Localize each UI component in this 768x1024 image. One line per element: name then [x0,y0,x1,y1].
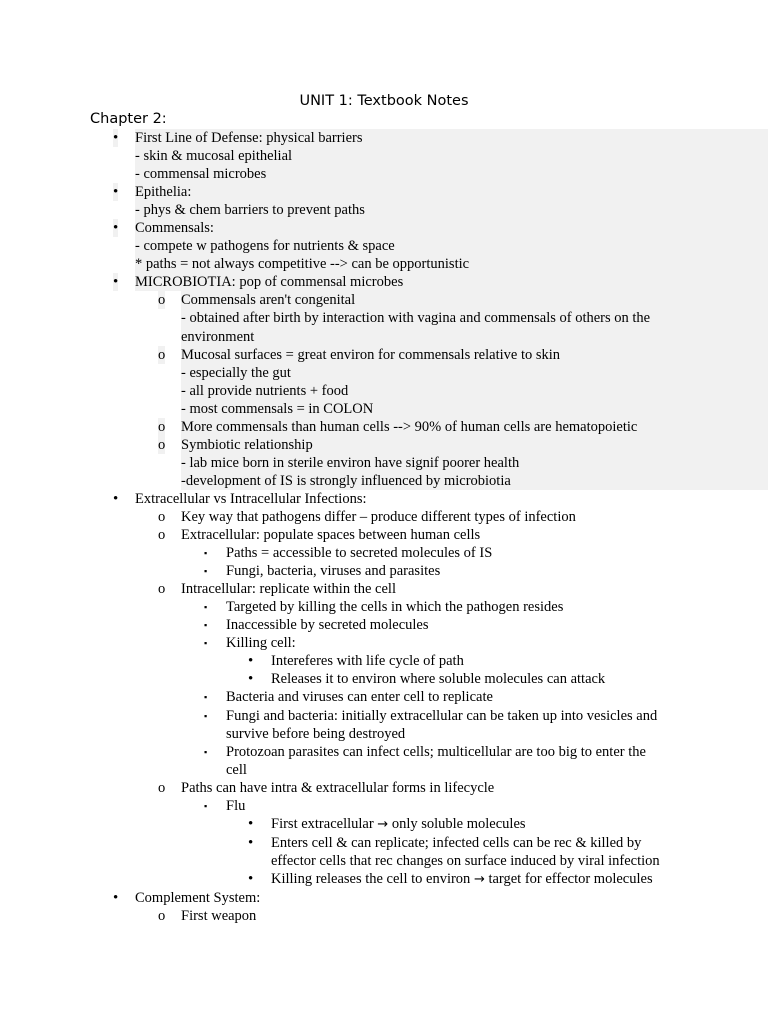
item-text: - lab mice born in sterile environ have signif poorer health [181,454,520,471]
circle-marker: o [158,436,166,453]
item-text: First Line of Defense: physical barriers [135,130,363,146]
square-marker: ▪ [204,620,208,631]
item-text: Commensals: [135,220,214,237]
list-item [0,598,768,616]
list-item [0,907,768,925]
square-marker: ▪ [204,746,208,757]
list-item [0,346,768,418]
item-text: Key way that pathogens differ – produce different types of infection [181,508,576,525]
item-text: Intereferes with life cycle of path [271,653,464,670]
list-item [0,526,768,544]
item-text: Commensals aren't congenital [181,292,356,309]
square-marker: ▪ [204,602,208,613]
bullet-marker: • [248,870,254,887]
list-item [0,219,768,273]
item-text: target for effector molecules [488,870,653,887]
item-text: Complement System: [135,889,261,906]
item-text: - compete w pathogens for nutrients & space [135,238,395,255]
item-text: Extracellular: populate spaces between human cells [181,527,481,544]
item-text: Releases it to environ where soluble molecules can attack [271,671,606,688]
list-item [0,183,768,219]
item-text: - especially the gut [181,364,291,381]
item-text: - obtained after birth by interaction with vagina and commensals of others on the [181,310,651,327]
list-item [0,652,768,670]
item-text: Fungi, bacteria, viruses and parasites [226,563,441,580]
list-item [0,616,768,634]
item-text: * paths = not always competitive --> can be opportunistic [135,256,470,273]
list-item [0,273,768,291]
list-item [0,291,768,345]
item-text: More commensals than human cells --> 90% of human cells are hematopoietic [181,418,638,435]
item-text: Killing cell: [226,635,296,652]
list-item [0,670,768,688]
list-item [0,562,768,580]
item-text: - most commensals = in COLON [181,400,374,417]
list-item [0,889,768,907]
circle-marker: o [158,418,166,435]
item-text: Fungi and bacteria: initially extracellular can be taken up into vesicles and [226,707,658,724]
square-marker: ▪ [204,710,208,721]
document-title: UNIT 1: Textbook Notes [299,93,469,109]
square-marker: ▪ [204,566,208,577]
list-item [0,418,768,436]
item-text: Protozoan parasites can infect cells; multicellular are too big to enter the [226,743,646,760]
bullet-marker: • [248,834,254,851]
list-item [0,436,768,490]
item-text: only soluble molecules [391,815,526,832]
item-text: Symbiotic relationship [181,436,313,453]
arrow-icon: → [473,871,485,887]
item-text: Targeted by killing the cells in which the pathogen resides [226,599,564,616]
list-item [0,834,768,870]
bullet-marker: • [113,130,119,146]
circle-marker: o [158,346,166,363]
list-item [0,870,768,889]
list-item [0,544,768,562]
square-marker: ▪ [204,638,208,649]
item-text: - all provide nutrients + food [181,382,349,399]
item-text: First weapon [181,908,257,925]
item-text: Enters cell & can replicate; infected cells can be rec & killed by [271,834,642,851]
item-text: MICROBIOTIA: pop of commensal microbes [135,274,404,291]
item-text: effector cells that rec changes on surface induced by viral infection [271,852,660,869]
circle-marker: o [158,508,166,525]
item-text: Inaccessible by secreted molecules [226,617,429,634]
list-item [0,580,768,598]
bullet-marker: • [113,490,119,507]
item-text: Intracellular: replicate within the cell [181,581,396,598]
item-text: cell [226,761,247,778]
item-text: Paths can have intra & extracellular forms in lifecycle [181,779,495,796]
item-text: Flu [226,797,246,814]
list-item [0,779,768,797]
bullet-marker: • [248,815,254,832]
bullet-marker: • [113,184,119,201]
chapter-heading: Chapter 2: [90,111,167,127]
item-text: - skin & mucosal epithelial [135,148,293,165]
list-item [0,490,768,508]
item-text: Mucosal surfaces = great environ for commensals relative to skin [181,346,561,363]
list-item [0,707,768,743]
square-marker: ▪ [204,800,208,811]
list-item [0,797,768,815]
square-marker: ▪ [204,692,208,703]
item-text: Epithelia: [135,184,192,201]
item-text: - commensal microbes [135,166,267,183]
item-text: -development of IS is strongly influenced by microbiotia [181,472,511,489]
square-marker: ▪ [204,548,208,559]
bullet-marker: • [113,220,119,237]
item-text: First extracellular [271,815,374,832]
list-item [0,815,768,834]
item-text: Paths = accessible to secreted molecules of IS [226,545,493,562]
circle-marker: o [158,581,166,598]
notes-list [0,129,768,925]
item-text: Bacteria and viruses can enter cell to replicate [226,689,493,706]
list-item [0,743,768,779]
circle-marker: o [158,527,166,544]
bullet-marker: • [248,671,254,688]
item-text: Killing releases the cell to environ [271,870,471,887]
item-text: survive before being destroyed [226,725,406,742]
bullet-marker: • [248,653,254,670]
circle-marker: o [158,292,166,309]
bullet-marker: • [113,889,119,906]
bullet-marker: • [113,274,119,291]
list-item [0,688,768,706]
item-text: environment [181,328,255,345]
arrow-icon: → [377,816,389,832]
item-text: - phys & chem barriers to prevent paths [135,202,365,219]
item-text: Extracellular vs Intracellular Infections: [135,490,367,507]
list-item [0,634,768,652]
circle-marker: o [158,908,166,925]
circle-marker: o [158,779,166,796]
list-item [0,129,768,183]
list-item [0,508,768,526]
